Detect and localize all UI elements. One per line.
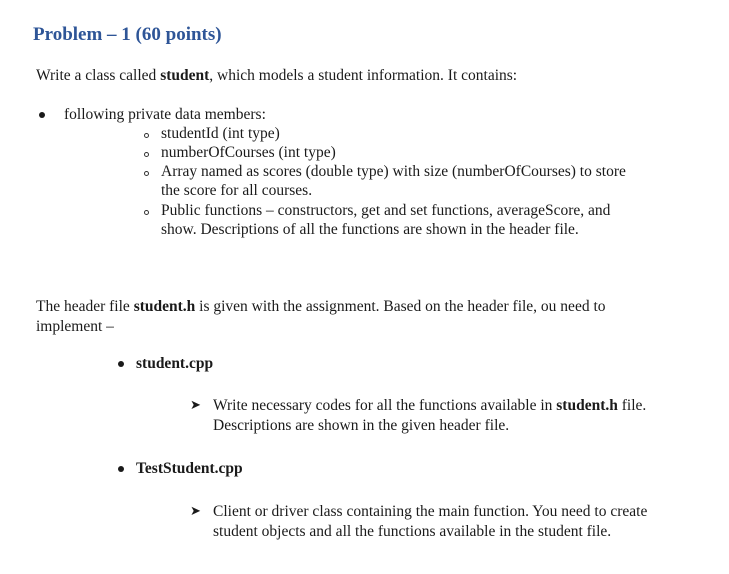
- member-item: Array named as scores (double type) with size (numberOfCourses) to store: [161, 163, 626, 180]
- header-filename: student.h: [133, 298, 196, 315]
- header-paragraph: The header file student.h is given with the assignment. Based on the header file, ou need to: [36, 298, 606, 315]
- circle-bullet-icon: [144, 210, 149, 215]
- bullet-icon: [118, 466, 124, 472]
- arrow-bullet-icon: ➤: [190, 504, 201, 519]
- class-name: student: [160, 67, 210, 84]
- file-description-continued: student objects and all the functions available in the student file.: [213, 523, 612, 540]
- member-item: Public functions – constructors, get and set functions, averageScore, and: [161, 202, 611, 219]
- file-name: student.cpp: [136, 355, 214, 372]
- header-paragraph-continued: implement –: [36, 318, 114, 335]
- bullet-icon: [118, 361, 124, 367]
- member-item: numberOfCourses (int type): [161, 144, 336, 161]
- file-description: Write necessary codes for all the functions available in student.h file.: [213, 397, 647, 414]
- problem-heading: Problem – 1 (60 points): [33, 24, 222, 45]
- file-description-continued: Descriptions are shown in the given header file.: [213, 417, 510, 434]
- arrow-bullet-icon: ➤: [190, 398, 201, 413]
- file-description: Client or driver class containing the main function. You need to create: [213, 503, 648, 520]
- bullet-icon: [39, 112, 45, 118]
- members-bullet-text: following private data members:: [64, 106, 266, 123]
- intro-paragraph: Write a class called student, which models a student information. It contains:: [36, 67, 518, 84]
- member-item-continued: show. Descriptions of all the functions are shown in the header file.: [161, 221, 579, 238]
- circle-bullet-icon: [144, 171, 149, 176]
- file-name: TestStudent.cpp: [136, 460, 243, 477]
- circle-bullet-icon: [144, 133, 149, 138]
- circle-bullet-icon: [144, 152, 149, 157]
- member-item-continued: the score for all courses.: [161, 182, 313, 199]
- member-item: studentId (int type): [161, 125, 280, 142]
